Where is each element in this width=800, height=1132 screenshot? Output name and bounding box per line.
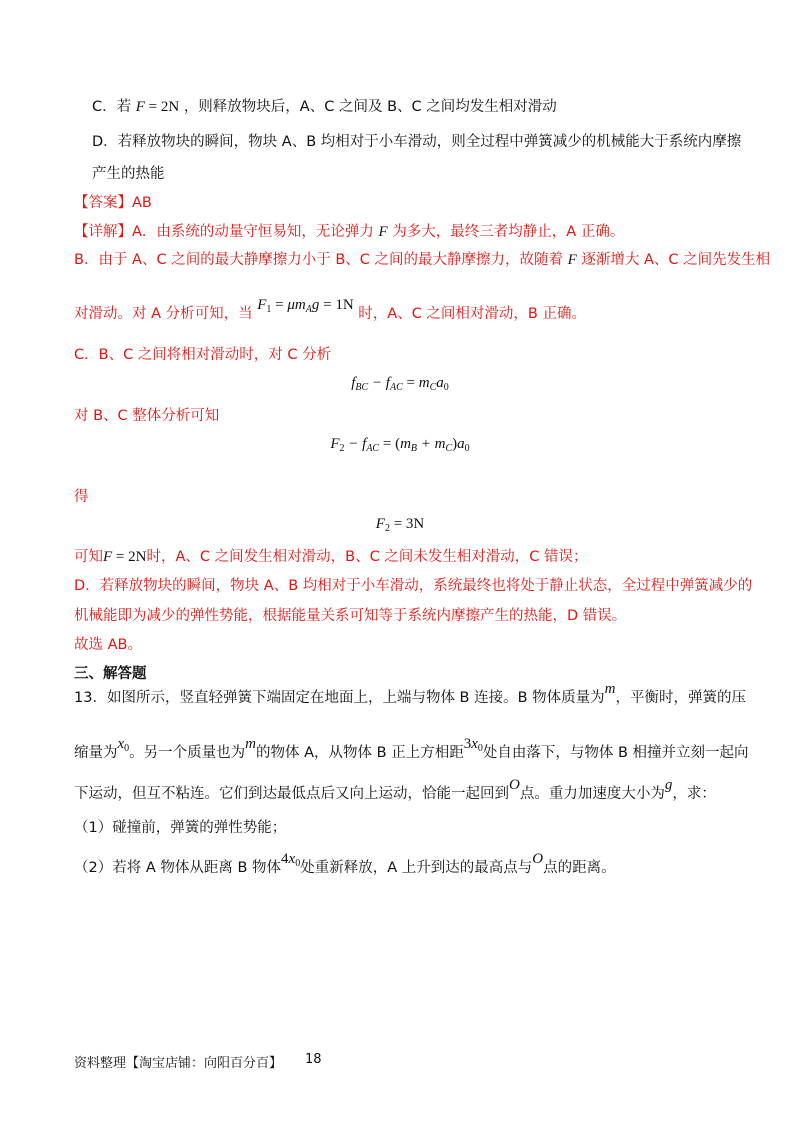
math-4x0: $4x_0$ (281, 851, 301, 869)
math-F: F (567, 252, 577, 268)
math-F: F (378, 224, 388, 240)
detail-b-line2: 对滑动。对 A 分析可知，当 $F_1 = \mu m_Ag = 1N$ 时，A、C 之间相对滑动，B 正确。 (74, 297, 586, 322)
footer-source: 资料整理【淘宝店铺：向阳百分百】 (74, 1056, 283, 1071)
detail-a: 【详解】A．由系统的动量守恒易知，无论弹力 F 为多大，最终三者均静止，A 正确。 (74, 224, 625, 240)
option-d-line2: 产生的热能 (92, 166, 165, 182)
option-d-line1: D．若释放物块的瞬间，物块 A、B 均相对于小车滑动，则全过程中弹簧减少的机械能大于系统内摩擦 (92, 134, 742, 150)
q13-line1: 13．如图所示，竖直轻弹簧下端固定在地面上，上端与物体 B 连接。B 物体质量为m，平衡时，弹簧的压 (74, 681, 747, 706)
detail-d-line2: 机械能即为减少的弹性势能，根据能量关系可知等于系统内摩擦产生的热能，D 错误。 (74, 608, 627, 624)
math-O: O (532, 851, 544, 867)
q13-line3: 下运动，但互不粘连。它们到达最低点后又向上运动，恰能一起回到O点。重力加速度大小为g，求： (74, 777, 716, 802)
page-number: 18 (305, 1052, 322, 1067)
q13-part2: （2）若将 A 物体从距离 B 物体$4x_0$处重新释放，A 上升到达的最高点与O点的距离。 (74, 851, 616, 876)
equation-F2: $F_2 = 3N$ (375, 516, 425, 534)
answer: 【答案】AB (74, 195, 152, 211)
detail-d-line1: D．若释放物块的瞬间，物块 A、B 均相对于小车滑动，系统最终也将处于静止状态，全过程中弹簧减少的 (74, 578, 753, 594)
math-g: g (664, 777, 673, 793)
detail-b-line1: B．由于 A、C 之间的最大静摩擦力小于 B、C 之间的最大静摩擦力，故随着 F 逐渐增大 A、C 之间先发生相 (74, 252, 771, 268)
math-F-eq-2N: F = 2N (135, 99, 180, 115)
math-F-eq-2N: F = 2N (103, 549, 147, 565)
detail-c-line2: 对 B、C 整体分析可知 (74, 408, 220, 424)
equation-c-force: $f_{BC} - f_{AC} = m_Ca_0$ (351, 375, 449, 393)
math-3x0: $3x_0$ (463, 736, 483, 754)
equation-bc-force: $F_2 - f_{AC} = (m_B + m_C)a_0$ (330, 436, 470, 454)
detail-c-line1: C．B、C 之间将相对滑动时，对 C 分析 (74, 347, 332, 363)
option-c: C．若 F = 2N ，则释放物块后，A、C 之间及 B、C 之间均发生相对滑动 (92, 99, 557, 115)
q13-part1: （1）碰撞前，弹簧的弹性势能； (74, 820, 287, 836)
detail-c-line4: 可知F = 2N时，A、C 之间发生相对滑动，B、C 之间未发生相对滑动，C 错误； (74, 549, 588, 565)
detail-final: 故选 AB。 (74, 637, 142, 653)
math-m: m (245, 736, 257, 752)
q13-line2: 缩量为$x_0$。另一个质量也为m的物体 A，从物体 B 正上方相距$3x_0$处自由落下，与物体 B 相撞并立刻一起向 (74, 736, 749, 761)
math-x0: $x_0$ (117, 736, 130, 754)
section-title: 三、解答题 (74, 666, 147, 682)
detail-c-line3: 得 (74, 489, 89, 505)
math-F1-mu-mA-g: $F_1 = \mu m_Ag = 1N$ (257, 297, 354, 315)
math-m: m (604, 681, 616, 697)
math-O: O (509, 777, 520, 793)
